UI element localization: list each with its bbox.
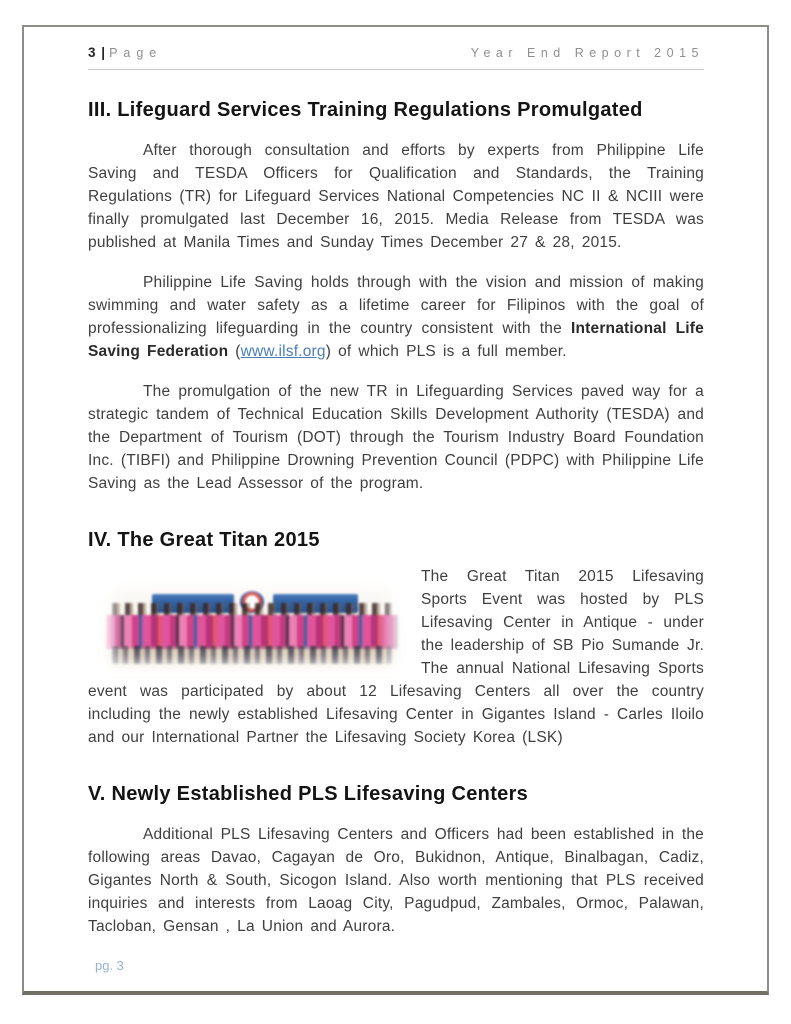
header-page-number: 3 | — [88, 45, 107, 60]
ilsf-link[interactable]: www.ilsf.org — [240, 343, 326, 360]
page-header — [88, 44, 704, 70]
paragraph-text: Philippine Life Saving holds through with the vision and mission of making swimming and water safety as a lifetime career for Filipinos with the goal of professionalizing lifeguarding in the country consistent with the — [88, 274, 704, 337]
paragraph-text: ) of which PLS is a full member. — [325, 343, 567, 360]
section-heading-iii: III. Lifeguard Services Training Regulations Promulgated — [88, 99, 643, 121]
header-page-word: Page — [109, 46, 163, 60]
page-content — [24, 27, 767, 938]
photo-feathered-edge — [99, 571, 405, 677]
footer-page-label: pg. 3 — [95, 958, 124, 973]
paragraph-regulations-1: After thorough consultation and efforts by experts from Philippine Life Saving and TESDA Officers for Qualification and Standards, the Training Regulations (TR) for Lifeguard Services National Competencies NC II & NCIII were finally promulgated last December 16, 2015. Media Release from TESDA was published at Manila Times and Sunday Times December 27 & 28, 2015. — [88, 142, 704, 251]
header-left — [88, 44, 162, 62]
titan-section-body — [88, 565, 704, 749]
paragraph-regulations-2 — [88, 271, 704, 363]
section-heading-iv: IV. The Great Titan 2015 — [88, 529, 320, 551]
paragraph-text: ( — [228, 343, 241, 360]
group-photo — [100, 572, 404, 676]
section-heading-v: V. Newly Established PLS Lifesaving Centers — [88, 783, 529, 805]
bold-ils-federation: International Life Saving Federation — [88, 320, 704, 360]
header-report-title: Year End Report 2015 — [470, 46, 704, 60]
paragraph-regulations-3: The promulgation of the new TR in Lifeguarding Services paved way for a strategic tandem of Technical Education Skills Development Authority (TESDA) and the Department of Tourism (DOT) through the Tourism Industry Board Foundation Inc. (TIBFI) and Philippine Drowning Prevention Council (PDPC) with Philippine Life Saving as the Lead Assessor of the program. — [88, 383, 704, 492]
page-frame — [22, 25, 769, 995]
paragraph-titan: The Great Titan 2015 Lifesaving Sports Event was hosted by PLS Lifesaving Center in Antique - under the leadership of SB Pio Sumande Jr. The annual National Lifesaving Sports event was participated by about 12 Lifesaving Centers all over the country including the newly established Lifesaving Center in Gigantes Island - Carles Iloilo and our International Partner the Lifesaving Society Korea (LSK) — [88, 568, 704, 746]
paragraph-centers: Additional PLS Lifesaving Centers and Officers had been established in the following areas Davao, Cagayan de Oro, Bukidnon, Antique, Binalbagan, Cadiz, Gigantes North & South, Sicogon Island. Also worth mentioning that PLS received inquiries and interests from Laoag City, Pagudpud, Zambales, Ormoc, Palawan, Tacloban, Gensan , La Union and Aurora. — [88, 826, 704, 935]
